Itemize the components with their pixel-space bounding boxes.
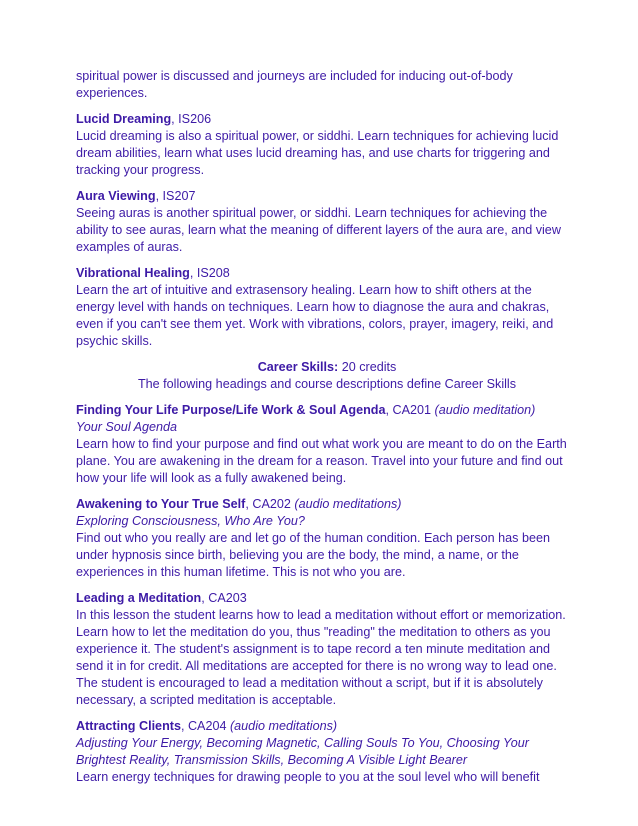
description-line: The student is encouraged to lead a meditation without a script, but if it is absolutely xyxy=(76,676,543,690)
subtitle-line: Adjusting Your Energy, Becoming Magnetic, Calling Souls To You, Choosing Your xyxy=(76,736,529,750)
course-aura-viewing xyxy=(76,188,578,256)
course-leading-meditation xyxy=(76,590,578,709)
course-title: Attracting Clients xyxy=(76,719,181,733)
course-note: (audio meditations) xyxy=(229,719,338,733)
description-line: experience it. The student's assignment is to tape record a ten minute meditation and xyxy=(76,642,551,656)
course-heading xyxy=(76,265,578,282)
course-code: , CA204 xyxy=(180,719,230,733)
description-line: send it in for credit. All meditations are accepted for there is no wrong way to lead one. xyxy=(76,659,557,673)
description-line: examples of auras. xyxy=(76,240,183,254)
description-line: energy level with hands on techniques. Learn how to diagnose the aura and chakras, xyxy=(76,300,550,314)
description-line: In this lesson the student learns how to lead a meditation without effort or memorization. xyxy=(76,608,566,622)
course-vibrational-healing xyxy=(76,265,578,350)
description-line: tracking your progress. xyxy=(76,163,205,177)
course-title: Awakening to Your True Self xyxy=(76,497,246,511)
description-line: plane. You are awakening in the dream for a reason. Travel into your future and find out xyxy=(76,454,563,468)
course-description xyxy=(76,607,578,709)
course-heading xyxy=(76,718,578,735)
course-life-purpose xyxy=(76,402,578,487)
description-line: dream abilities, learn what uses lucid dreaming has, and use charts for triggering and xyxy=(76,146,550,160)
course-title: Leading a Meditation xyxy=(76,591,202,605)
description-line: ability to see auras, learn what the meaning of different layers of the aura are, and view xyxy=(76,223,561,237)
course-description xyxy=(76,530,578,581)
intro-line: spiritual power is discussed and journeys are included for inducing out-of-body xyxy=(76,69,513,83)
description-line: psychic skills. xyxy=(76,334,153,348)
course-true-self xyxy=(76,496,578,581)
course-description xyxy=(76,769,578,786)
course-lucid-dreaming xyxy=(76,111,578,179)
description-line: Find out who you really are and let go of the human condition. Each person has been xyxy=(76,531,550,545)
course-heading xyxy=(76,590,578,607)
course-title: Finding Your Life Purpose/Life Work & Soul Agenda xyxy=(76,403,386,417)
intro-line: experiences. xyxy=(76,86,148,100)
career-heading-credits: 20 credits xyxy=(338,360,397,374)
course-heading xyxy=(76,496,578,513)
description-line: Lucid dreaming is also a spiritual power, or siddhi. Learn techniques for achieving lucid xyxy=(76,129,559,143)
course-note: (audio meditations) xyxy=(294,497,402,511)
course-code: , CA202 xyxy=(245,497,295,511)
course-description xyxy=(76,436,578,487)
course-description xyxy=(76,282,578,350)
description-line: experiences in this human lifetime. This is not who you are. xyxy=(76,565,406,579)
course-subtitle: Your Soul Agenda xyxy=(76,420,178,434)
course-heading xyxy=(76,188,578,205)
description-line: necessary, a scripted meditation is acceptable. xyxy=(76,693,337,707)
description-line: Learn energy techniques for drawing people to you at the soul level who will benefit xyxy=(76,770,540,784)
course-title: Lucid Dreaming xyxy=(76,112,172,126)
description-line: Learn how to let the meditation do you, thus "reading" the meditation to others as you xyxy=(76,625,551,639)
description-line: even if you can't see them yet. Work with vibrations, colors, prayer, imagery, reiki, and xyxy=(76,317,554,331)
course-note: (audio meditation) xyxy=(434,403,536,417)
course-title: Aura Viewing xyxy=(76,189,156,203)
description-line: Learn how to find your purpose and find out what work you are meant to do on the Earth xyxy=(76,437,567,451)
subtitle-line: Brightest Reality, Transmission Skills, Becoming A Visible Light Bearer xyxy=(76,753,468,767)
career-skills-section-heading xyxy=(76,359,578,393)
course-subtitle: Exploring Consciousness, Who Are You? xyxy=(76,514,305,528)
career-subheading: The following headings and course descriptions define Career Skills xyxy=(137,377,517,391)
career-heading xyxy=(76,359,578,376)
description-line: under hypnosis since birth, believing you are the body, the mind, a name, or the xyxy=(76,548,519,562)
course-heading xyxy=(76,402,578,419)
course-code: , IS208 xyxy=(189,266,230,280)
course-code: , IS206 xyxy=(171,112,212,126)
course-code: , CA201 xyxy=(385,403,435,417)
intro-paragraph xyxy=(76,68,578,102)
course-description xyxy=(76,205,578,256)
course-code: , IS207 xyxy=(155,189,196,203)
course-code: , CA203 xyxy=(201,591,247,605)
description-line: how your life will look as a fully awakened being. xyxy=(76,471,347,485)
course-title: Vibrational Healing xyxy=(76,266,190,280)
career-heading-label: Career Skills: xyxy=(257,360,339,374)
course-subtitle xyxy=(76,735,578,769)
course-heading xyxy=(76,111,578,128)
description-line: Learn the art of intuitive and extrasensory healing. Learn how to shift others at the xyxy=(76,283,532,297)
course-attracting-clients xyxy=(76,718,578,786)
course-description xyxy=(76,128,578,179)
description-line: Seeing auras is another spiritual power, or siddhi. Learn techniques for achieving the xyxy=(76,206,548,220)
